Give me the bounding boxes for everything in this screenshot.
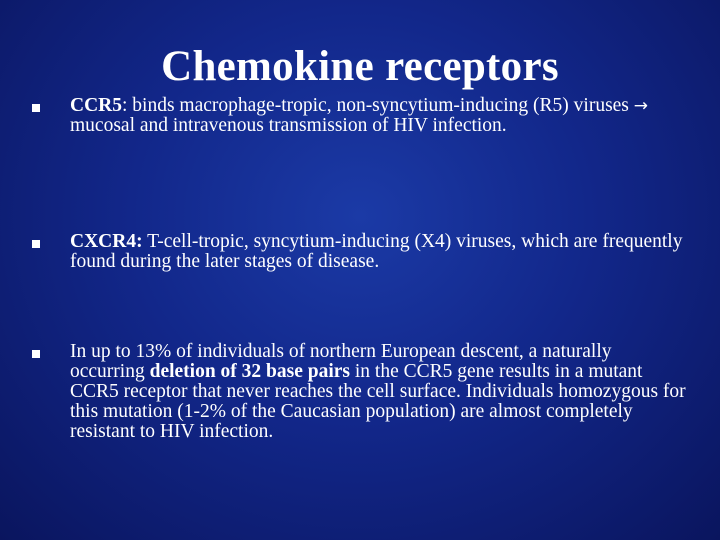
bullet-text xyxy=(70,342,690,442)
bullet-item-ccr5 xyxy=(30,96,690,136)
bullet-text-part: mucosal and intravenous transmission of HIV infection. xyxy=(70,115,507,136)
bullet-term-colon: : xyxy=(122,95,128,116)
bullet-text-part: in the CCR5 gene results in a mutant CCR5 receptor that never reaches the cell surface. Individuals homozygous for this mutation (1-2% of the Caucasian population) are almost completely resistant to HIV infection. xyxy=(70,361,686,442)
right-arrow-icon: → xyxy=(633,96,649,116)
square-bullet-icon xyxy=(32,104,40,112)
square-bullet-icon xyxy=(32,240,40,248)
bullet-text-part: T-cell-tropic, syncytium-inducing (X4) viruses, which are frequently found during the later stages of disease. xyxy=(70,231,683,272)
bullet-item-deletion xyxy=(30,342,690,442)
bullet-text-part: binds macrophage-tropic, non-syncytium-inducing (R5) viruses xyxy=(127,95,634,116)
square-bullet-icon xyxy=(32,350,40,358)
bullet-emphasis: deletion of 32 base pairs xyxy=(149,361,351,382)
bullet-text xyxy=(70,96,690,136)
bullet-marker xyxy=(30,96,70,136)
bullet-term: CCR5 xyxy=(70,95,122,116)
bullet-term: CXCR4: xyxy=(70,231,143,252)
bullet-item-cxcr4 xyxy=(30,232,690,272)
bullet-text-part: In up to 13% of individuals of northern European descent, a naturally occurring xyxy=(70,341,612,382)
bullet-marker xyxy=(30,342,70,442)
bullet-text xyxy=(70,232,690,272)
slide-title: Chemokine receptors xyxy=(161,43,559,90)
bullet-marker xyxy=(30,232,70,272)
